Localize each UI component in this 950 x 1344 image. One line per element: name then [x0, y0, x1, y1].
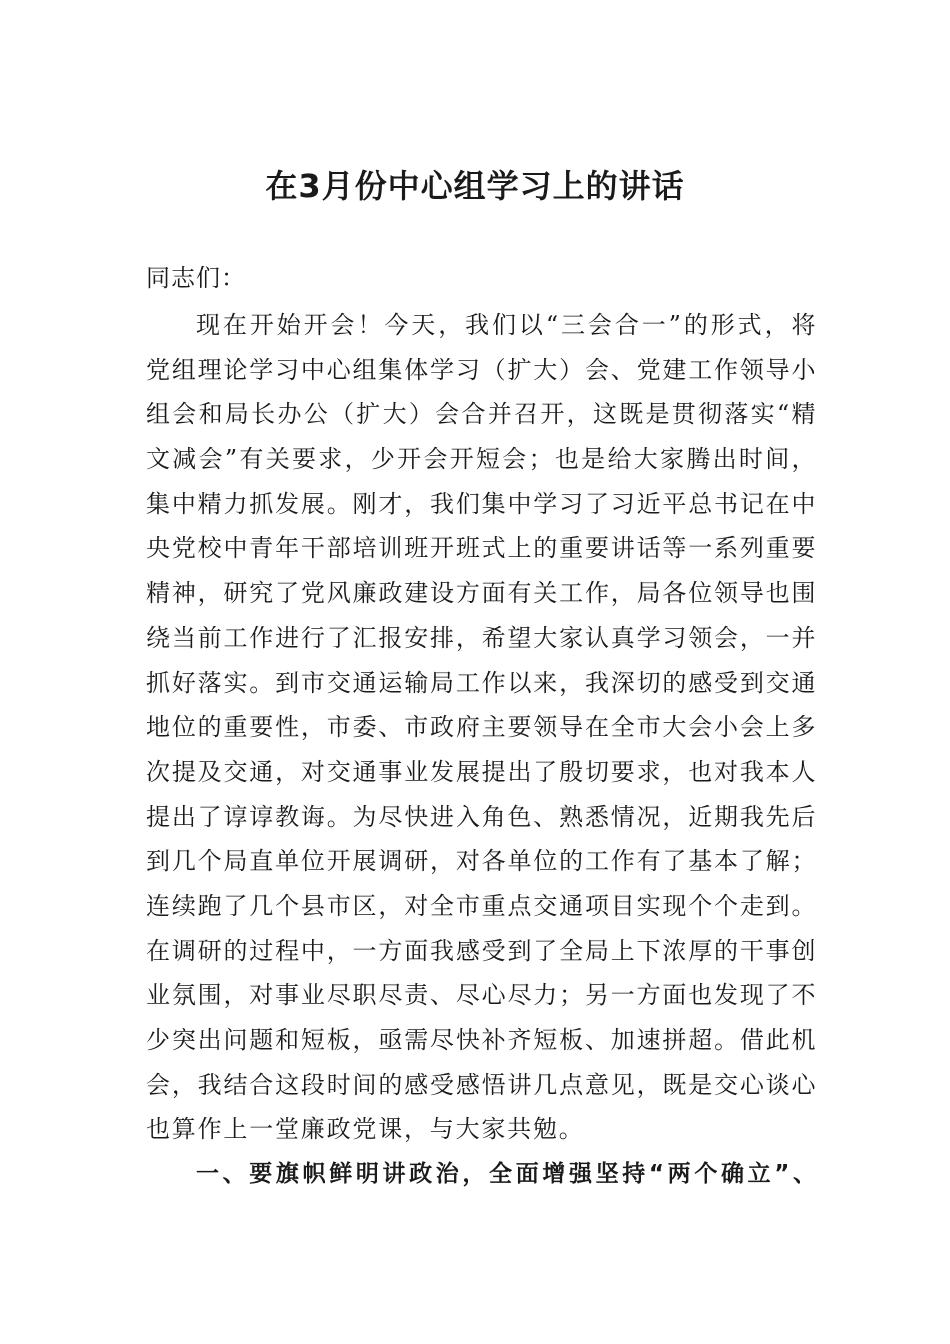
paragraph-line: 绕当前工作进行了汇报安排，希望大家认真学习领会，一并 — [146, 623, 816, 652]
paragraph-line: 也算作上一堂廉政党课，与大家共勉。 — [146, 1115, 585, 1144]
paragraph-line: 抓好落实。到市交通运输局工作以来，我深切的感受到交通 — [146, 668, 816, 697]
paragraph-line: 提出了谆谆教诲。为尽快进入角色、熟悉情况，近期我先后 — [146, 802, 816, 831]
section-heading: 一、要旗帜鲜明讲政治，全面增强坚持“两个确立”、 — [196, 1161, 816, 1187]
paragraph-line: 业氛围，对事业尽职尽责、尽心尽力；另一方面也发现了不 — [146, 981, 816, 1010]
document-title: 在3月份中心组学习上的讲话 — [265, 167, 685, 205]
salutation: 同志们： — [146, 264, 246, 292]
paragraph-line: 连续跑了几个县市区，对全市重点交通项目实现个个走到。 — [146, 891, 816, 920]
paragraph-line: 党组理论学习中心组集体学习（扩大）会、党建工作领导小 — [146, 355, 816, 384]
paragraph-line: 精神，研究了党风廉政建设方面有关工作，局各位领导也围 — [146, 579, 816, 608]
paragraph-line: 会，我结合这段时间的感受感悟讲几点意见，既是交心谈心 — [146, 1070, 816, 1099]
body-paragraph — [146, 303, 816, 1152]
paragraph-line: 现在开始开会！今天，我们以“三会合一”的形式，将 — [196, 311, 816, 339]
paragraph-line: 文减会”有关要求，少开会开短会；也是给大家腾出时间， — [146, 445, 816, 474]
paragraph-line: 在调研的过程中，一方面我感受到了全局上下浓厚的干事创 — [146, 936, 816, 965]
paragraph-line: 组会和局长办公（扩大）会合并召开，这既是贯彻落实“精 — [146, 400, 816, 429]
paragraph-line: 少突出问题和短板，亟需尽快补齐短板、加速拼超。借此机 — [146, 1026, 816, 1054]
paragraph-line: 地位的重要性，市委、市政府主要领导在全市大会小会上多 — [146, 713, 816, 742]
paragraph-line: 次提及交通，对交通事业发展提出了殷切要求，也对我本人 — [146, 757, 816, 786]
paragraph-line: 集中精力抓发展。刚才，我们集中学习了习近平总书记在中 — [146, 489, 816, 518]
paragraph-line: 到几个局直单位开展调研，对各单位的工作有了基本了解； — [146, 847, 816, 876]
paragraph-line: 央党校中青年干部培训班开班式上的重要讲话等一系列重要 — [146, 534, 816, 563]
